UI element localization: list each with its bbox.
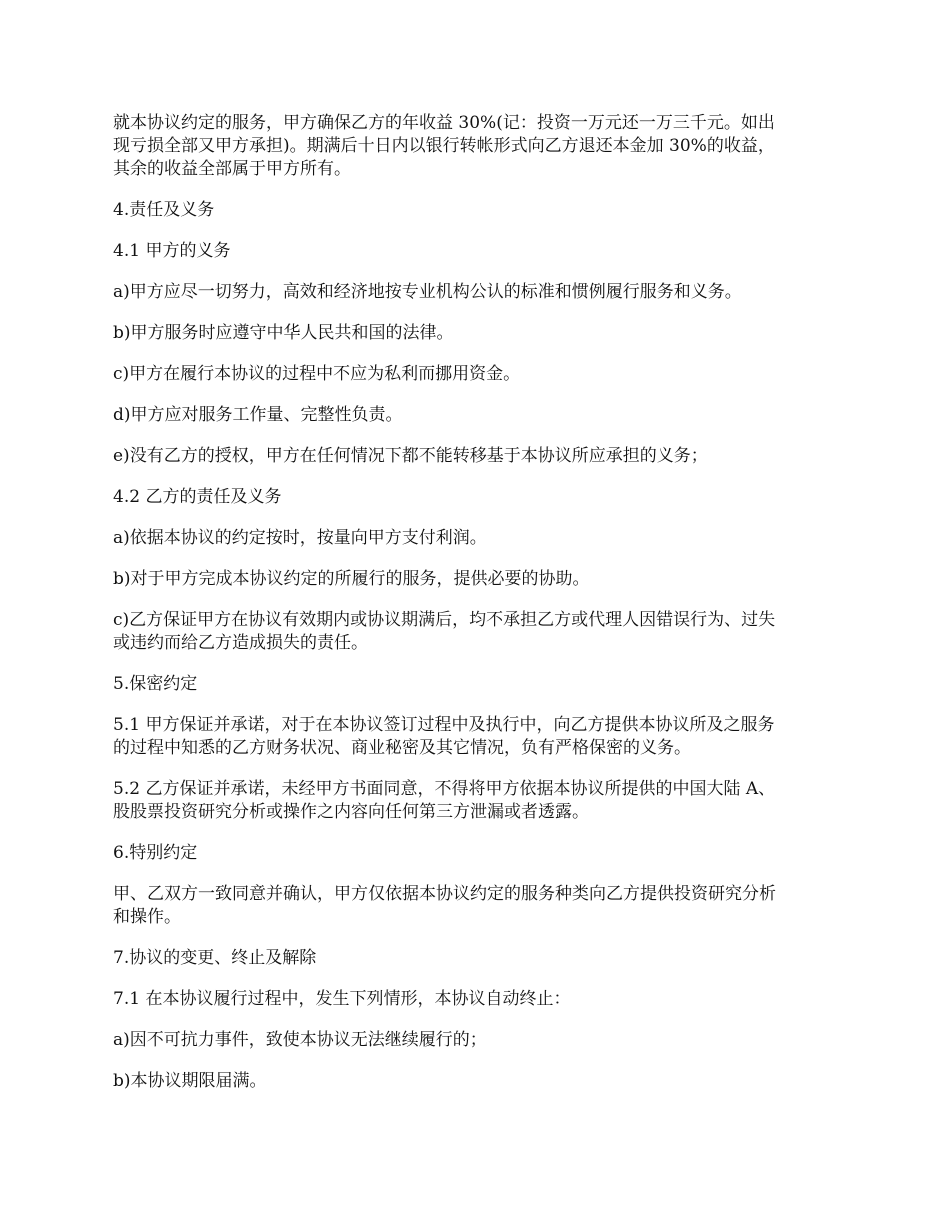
text-line: a)依据本协议的约定按时，按量向甲方支付利润。 bbox=[113, 528, 487, 548]
text-line: 股股票投资研究分析或操作之内容向任何第三方泄漏或者透露。 bbox=[113, 802, 589, 822]
text-line: 其余的收益全部属于甲方所有。 bbox=[113, 159, 351, 179]
clause-item bbox=[113, 1029, 843, 1052]
text-line: c)乙方保证甲方在协议有效期内或协议期满后，均不承担乙方或代理人因错误行为、过失 bbox=[113, 610, 776, 630]
text-line: a)甲方应尽一切努力，高效和经济地按专业机构公认的标准和惯例履行服务和义务。 bbox=[113, 282, 742, 302]
clause-item bbox=[113, 778, 843, 824]
text-line: 4.责任及义务 bbox=[113, 200, 215, 220]
text-line: 现亏损全部又甲方承担)。期满后十日内以银行转帐形式向乙方退还本金加 30%的收益， bbox=[113, 136, 775, 156]
text-line: 的过程中知悉的乙方财务状况、商业秘密及其它情况，负有严格保密的义务。 bbox=[113, 738, 691, 758]
text-line: e)没有乙方的授权，甲方在任何情况下都不能转移基于本协议所应承担的义务； bbox=[113, 446, 708, 466]
clause-item bbox=[113, 568, 843, 591]
text-line: 和操作。 bbox=[113, 907, 181, 927]
clause-item bbox=[113, 714, 843, 760]
clause-item bbox=[113, 988, 843, 1011]
text-line: 5.1 甲方保证并承诺，对于在本协议签订过程中及执行中，向乙方提供本协议所及之服务 bbox=[113, 715, 775, 735]
clause-item bbox=[113, 322, 843, 345]
text-line: 7.1 在本协议履行过程中，发生下列情形，本协议自动终止： bbox=[113, 989, 571, 1009]
text-line: 7.协议的变更、终止及解除 bbox=[113, 948, 317, 968]
clause-item bbox=[113, 404, 843, 427]
text-line: 或违约而给乙方造成损失的责任。 bbox=[113, 633, 368, 653]
subsection-heading-party-a-duties bbox=[113, 240, 843, 263]
clause-item bbox=[113, 281, 843, 304]
text-line: b)本协议期限届满。 bbox=[113, 1071, 267, 1091]
section-heading-special-terms bbox=[113, 842, 843, 865]
subsection-heading-party-b-duties bbox=[113, 486, 843, 509]
clause-item bbox=[113, 445, 843, 468]
clause-item bbox=[113, 1070, 843, 1093]
clause-item bbox=[113, 609, 843, 655]
text-line: 4.1 甲方的义务 bbox=[113, 241, 231, 261]
text-line: 甲、乙双方一致同意并确认，甲方仅依据本协议约定的服务种类向乙方提供投资研究分析 bbox=[113, 884, 776, 904]
section-heading-termination bbox=[113, 947, 843, 970]
text-line: 5.2 乙方保证并承诺，未经甲方书面同意，不得将甲方依据本协议所提供的中国大陆 A、 bbox=[113, 779, 776, 799]
document-page bbox=[113, 112, 843, 1111]
clause-item bbox=[113, 363, 843, 386]
section-heading-confidentiality bbox=[113, 673, 843, 696]
text-line: b)对于甲方完成本协议约定的所履行的服务，提供必要的协助。 bbox=[113, 569, 590, 589]
paragraph-service-returns bbox=[113, 112, 843, 181]
text-line: 5.保密约定 bbox=[113, 674, 198, 694]
text-line: 就本协议约定的服务，甲方确保乙方的年收益 30%(记：投资一万元还一万三千元。如出 bbox=[113, 113, 775, 133]
section-heading-responsibilities bbox=[113, 199, 843, 222]
clause-item bbox=[113, 883, 843, 929]
text-line: c)甲方在履行本协议的过程中不应为私利而挪用资金。 bbox=[113, 364, 521, 384]
text-line: b)甲方服务时应遵守中华人民共和国的法律。 bbox=[113, 323, 454, 343]
text-line: 4.2 乙方的责任及义务 bbox=[113, 487, 282, 507]
text-line: 6.特别约定 bbox=[113, 843, 198, 863]
text-line: d)甲方应对服务工作量、完整性负责。 bbox=[113, 405, 403, 425]
text-line: a)因不可抗力事件，致使本协议无法继续履行的； bbox=[113, 1030, 487, 1050]
clause-item bbox=[113, 527, 843, 550]
